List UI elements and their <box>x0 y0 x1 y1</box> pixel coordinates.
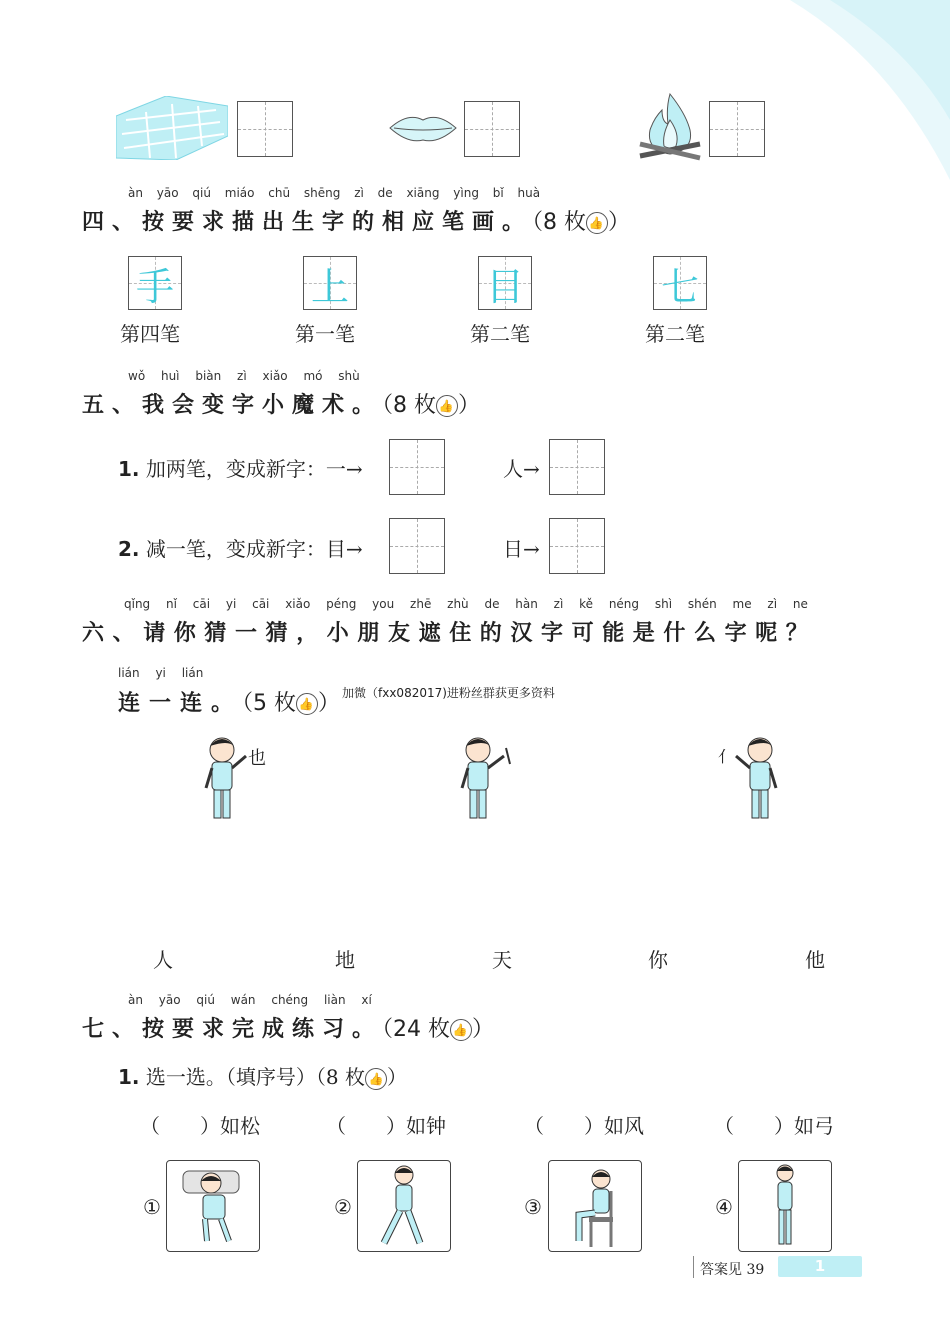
stroke-caption-2: 第一笔 <box>295 322 355 346</box>
picture-number-4: ④ <box>715 1195 733 1219</box>
sec6-pinyin2: lián yi lián <box>118 666 204 680</box>
sitting-boy-icon <box>549 1161 641 1251</box>
stroke-caption-3: 第二笔 <box>470 322 530 346</box>
sec5-score: （8 枚 <box>382 393 437 418</box>
blank-1[interactable]: （ ）如松 <box>140 1114 260 1138</box>
sec7-title-text: 七、按要求完成练习。 <box>82 1017 383 1042</box>
trace-char-text: 七 <box>660 264 699 309</box>
picture-walking <box>357 1160 451 1252</box>
blank-2[interactable]: （ ）如钟 <box>326 1114 446 1138</box>
sec6-score-end: ） <box>318 691 343 716</box>
sec5-score-end: ） <box>458 393 483 418</box>
answer-char-2[interactable]: 地 <box>335 948 355 972</box>
trace-char-text: 手 <box>135 264 174 309</box>
picture-sitting <box>548 1160 642 1252</box>
held-char-1: 也 <box>248 748 266 769</box>
trace-char-4[interactable] <box>653 256 707 310</box>
thumb-coin-icon: 👍 <box>450 1019 472 1041</box>
sec5-q2 <box>118 533 363 562</box>
answer-char-3[interactable]: 天 <box>492 948 512 972</box>
answer-box-fire[interactable] <box>709 101 765 157</box>
walking-boy-icon <box>358 1161 450 1251</box>
trace-char-2[interactable] <box>303 256 357 310</box>
blank-4[interactable]: （ ）如弓 <box>714 1114 834 1138</box>
sleeping-boy-icon <box>167 1161 259 1251</box>
sec6-title2-text: 连一连。 <box>118 691 243 716</box>
thumb-coin-icon: 👍 <box>365 1068 387 1090</box>
answer-box-5-2b[interactable] <box>549 518 605 574</box>
sec4-score: （8 枚 <box>532 210 587 235</box>
fire-icon <box>636 90 704 164</box>
answer-box-5-1a[interactable] <box>389 439 445 495</box>
picture-number-2: ② <box>334 1195 352 1219</box>
q1-text: 加两笔，变成新字：一→ <box>145 457 363 481</box>
trace-char-text: 目 <box>485 264 524 309</box>
sec7-title <box>82 1012 496 1043</box>
answer-char-4[interactable]: 你 <box>648 948 668 972</box>
watermark-text: 加微（fxx082017)进粉丝群获更多资料 <box>342 686 555 700</box>
sec5-q2b: 日→ <box>503 537 540 561</box>
stroke-caption-4: 第二笔 <box>645 322 705 346</box>
q1-text: 选一选。（填序号）（8 枚 <box>145 1065 365 1089</box>
sec5-q1 <box>118 453 363 482</box>
picture-number-1: ① <box>143 1195 161 1219</box>
page-number: 1 <box>814 1257 826 1275</box>
q2-text: 减一笔，变成新字：目→ <box>145 537 363 561</box>
thumb-coin-icon: 👍 <box>436 395 458 417</box>
q2-number: 2. <box>118 537 140 561</box>
answer-box-ice[interactable] <box>237 101 293 157</box>
held-char-3: 亻 <box>718 747 735 766</box>
q1-end: ） <box>386 1065 407 1089</box>
standing-boy-icon <box>739 1161 831 1251</box>
lips-icon <box>388 110 458 146</box>
sec6-score: （5 枚 <box>242 691 297 716</box>
answer-box-lips[interactable] <box>464 101 520 157</box>
sec5-q1b: 人→ <box>503 457 540 481</box>
sec5-title-text: 五、我会变字小魔术。 <box>82 393 383 418</box>
corner-decoration <box>770 0 950 200</box>
picture-standing <box>738 1160 832 1252</box>
sec6-title: 六、请你猜一猜，小朋友遮住的汉字可能是什么字呢？ <box>82 621 817 646</box>
trace-char-1[interactable] <box>128 256 182 310</box>
answer-char-5[interactable]: 他 <box>805 948 825 972</box>
q1-number: 1. <box>118 457 140 481</box>
thumb-coin-icon: 👍 <box>586 212 608 234</box>
thumb-coin-icon: 👍 <box>296 693 318 715</box>
sec4-title <box>82 205 632 236</box>
q1-number: 1. <box>118 1065 140 1089</box>
sec4-title-text: 四、按要求描出生字的相应笔画。 <box>82 210 533 235</box>
sec4-pinyin: àn yāo qiú miáo chū shēng zì de xiāng yìng bǐ huà <box>128 186 541 200</box>
sec7-score-end: ） <box>472 1017 497 1042</box>
sec6-title2 <box>118 686 342 717</box>
sec7-q1 <box>118 1061 407 1090</box>
sec4-score-end: ） <box>608 210 633 235</box>
trace-char-text: 上 <box>310 264 349 309</box>
page-number-badge <box>778 1256 862 1277</box>
answer-box-5-2a[interactable] <box>389 518 445 574</box>
answer-char-1[interactable]: 人 <box>153 948 173 972</box>
trace-char-3[interactable] <box>478 256 532 310</box>
answer-reference: 答案见 39 <box>700 1262 765 1278</box>
blank-3[interactable]: （ ）如风 <box>524 1114 644 1138</box>
ice-icon <box>116 96 228 160</box>
sec7-pinyin: àn yāo qiú wán chéng liàn xí <box>128 993 372 1007</box>
sec5-title <box>82 388 482 419</box>
sec7-score: （24 枚 <box>382 1017 451 1042</box>
picture-number-3: ③ <box>524 1195 542 1219</box>
answer-box-5-1b[interactable] <box>549 439 605 495</box>
boy-icon-2 <box>456 734 528 826</box>
footer-divider <box>693 1256 694 1278</box>
sec5-pinyin: wǒ huì biàn zì xiǎo mó shù <box>128 369 360 383</box>
picture-sleeping <box>166 1160 260 1252</box>
sec6-pinyin: qǐng nǐ cāi yi cāi xiǎo péng you zhē zhù de hàn zì kě néng shì shén me zì ne <box>124 597 808 611</box>
stroke-caption-1: 第四笔 <box>120 322 180 346</box>
